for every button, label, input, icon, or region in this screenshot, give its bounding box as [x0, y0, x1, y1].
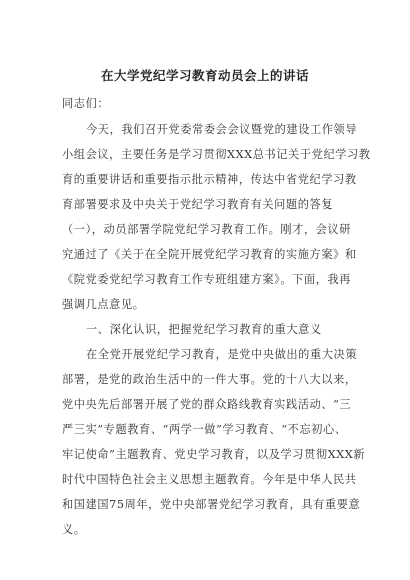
- paragraph-line: （一），动员部署学院党纪学习教育工作。刚才，会议研: [62, 223, 352, 236]
- paragraph-line: 育部署要求及中央关于党纪学习教育有关问题的答复: [62, 198, 334, 211]
- paragraph-line: 时代中国特色社会主义思想主题教育。今年是中华人民共: [62, 473, 357, 486]
- paragraph-line: 义。: [62, 523, 86, 536]
- paragraph-line: 育的重要讲话和重要指示批示精神，传达中省党纪学习教: [62, 173, 357, 186]
- paragraph-line: 牢记使命”主题教育、党史学习教育，以及学习贯彻XXX新: [62, 448, 366, 461]
- document-title: 在大学党纪学习教育动员会上的讲话: [100, 68, 309, 83]
- paragraph-line: 部署，是党的政治生活中的一件大事。党的十八大以来，: [62, 373, 357, 386]
- paragraph-line: 严三实”专题教育、“两学一做”学习教育、“不忘初心、: [62, 423, 347, 436]
- section-heading: 一、深化认识，把握党纪学习教育的重大意义: [86, 323, 322, 336]
- salutation-line: 同志们：: [62, 97, 110, 110]
- paragraph-line: 强调几点意见。: [62, 298, 145, 311]
- paragraph-line: 在全党开展党纪学习教育，是党中央做出的重大决策: [86, 348, 358, 361]
- paragraph-line: 小组会议，主要任务是学习贯彻XXX总书记关于党纪学习教: [62, 148, 371, 161]
- paragraph-line: 今天，我们召开党委常委会会议暨党的建设工作领导: [86, 123, 358, 136]
- paragraph-line: 党中央先后部署开展了党的群众路线教育实践活动、“三: [62, 398, 352, 411]
- paragraph-line: 《院党委党纪学习教育工作专班组建方案》。下面，我再: [62, 273, 352, 286]
- paragraph-line: 究通过了《关于在全院开展党纪学习教育的实施方案》和: [62, 248, 357, 261]
- paragraph-line: 和国建国75周年，党中央部署党纪学习教育，具有重要意: [62, 498, 361, 511]
